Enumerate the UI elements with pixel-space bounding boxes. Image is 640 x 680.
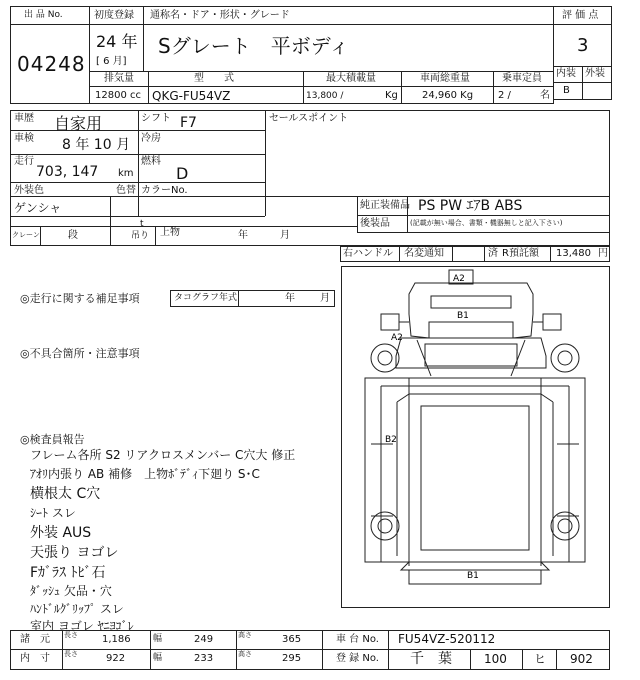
lot-label: 出 品 No.: [24, 10, 63, 20]
recycle-value: 13,480: [556, 248, 591, 259]
tachograph-year: 年: [285, 293, 295, 304]
inspector-report-label: ◎検査員報告: [20, 433, 85, 446]
report-line: フレーム各所 S2 リアクロスメンバー C穴大 修正: [30, 448, 296, 462]
mileage-value: 703, 147: [36, 164, 99, 180]
max-load-value: 13,800 /: [306, 91, 344, 101]
fuel-value: D: [176, 164, 189, 183]
max-load-unit: Kg: [385, 90, 398, 101]
report-line: 室内 ヨゴレ ﾔﾆﾖｺﾞﾚ: [30, 619, 134, 633]
spec-width: 249: [194, 634, 214, 645]
model-value: QKG-FU54VZ: [152, 89, 231, 103]
displacement-label: 排気量: [104, 73, 134, 84]
first-reg-year: 24 年: [96, 32, 138, 51]
upper-month: 月: [280, 230, 290, 241]
registration-area: 千 葉: [410, 651, 452, 667]
diagram-mark: B1: [467, 571, 479, 581]
first-reg-month: [ 6 月]: [96, 56, 127, 67]
history-value: 自家用: [54, 114, 103, 133]
max-load-label: 最大積載量: [326, 73, 376, 84]
model-label: 型 式: [194, 73, 234, 84]
tachograph-month: 月: [320, 293, 330, 304]
diagram-mark: A2: [453, 274, 465, 284]
crane-ton: t: [140, 219, 144, 229]
gross-value: 24,960 Kg: [422, 90, 474, 101]
lot-number: 04248: [17, 52, 86, 76]
length-label: 長さ: [64, 650, 78, 658]
inner-width: 233: [194, 653, 214, 664]
interior-grade: B: [563, 85, 570, 96]
inspection-label: 車検: [14, 133, 34, 144]
report-line: ﾊﾝﾄﾞﾙｸﾞﾘｯﾌﾟ スレ: [30, 602, 124, 616]
score-label: 評 価 点: [562, 10, 599, 21]
interior-label: 内装: [556, 68, 576, 79]
capacity-label: 乗車定員: [502, 73, 542, 84]
crane-stage: 段: [68, 230, 78, 241]
mileage-label: 走行: [14, 156, 34, 167]
gross-label: 車両総重量: [420, 73, 470, 84]
height-label: 高さ: [238, 631, 252, 639]
shift-label: シフト: [141, 113, 171, 124]
name-change-stamp: 済: [488, 248, 498, 259]
name-change-label: 名変通知: [404, 248, 444, 259]
registration-kana: ヒ: [534, 652, 547, 666]
spec-dims-label: 諸 元: [20, 634, 50, 645]
spec-length: 1,186: [102, 634, 131, 645]
width-label: 幅: [153, 634, 163, 644]
recycle-label: R預託額: [502, 248, 539, 259]
fuel-label: 燃料: [141, 156, 161, 167]
ac-label: 冷房: [141, 133, 161, 144]
history-label: 車歴: [14, 113, 34, 124]
shift-value: F7: [180, 115, 197, 131]
chassis-label: 車 台 No.: [336, 634, 379, 645]
color-value: ゲンシャ: [14, 201, 62, 215]
chassis-number: FU54VZ-520112: [398, 632, 496, 646]
width-label: 幅: [153, 653, 163, 663]
color-label: 外装色: [14, 185, 44, 196]
grade-label: 通称名・ドア・形状・グレード: [150, 10, 290, 21]
registration-label: 登 録 No.: [336, 653, 379, 664]
report-line: ｱｵﾘ内張り AB 補修 上物ﾎﾞﾃﾞｨ下廻り S･C: [30, 467, 260, 481]
report-line: 横根太 C穴: [30, 486, 101, 502]
inner-length: 922: [106, 653, 126, 664]
color-change-label: 色替: [116, 185, 136, 196]
inner-dims-label: 内 寸: [20, 653, 50, 664]
after-label: 後装品: [360, 218, 390, 229]
diagram-mark: B2: [385, 435, 397, 445]
equip-value: PS PW ｴｱB ABS: [418, 198, 523, 214]
truck-outline-diagram: [341, 266, 610, 608]
after-note: (記載が無い場合、書類・機器無しと記入下さい): [410, 219, 563, 227]
equip-label: 純正装備品: [360, 200, 410, 211]
first-reg-label: 初度登録: [94, 10, 134, 21]
diagram-mark: B1: [457, 311, 469, 321]
diagram-mark: A2: [391, 333, 403, 343]
defect-notes-label: ◎不具合箇所・注意事項: [20, 347, 140, 360]
upper-year: 年: [238, 230, 248, 241]
crane-hang: 吊り: [131, 231, 150, 241]
length-label: 長さ: [64, 631, 78, 639]
exterior-label: 外装: [585, 68, 605, 79]
run-notes-label: ◎走行に関する補足事項: [20, 292, 140, 305]
spec-height: 365: [282, 634, 302, 645]
upper-label: 上物: [160, 227, 180, 238]
tachograph-label: タコグラフ年式: [174, 293, 238, 303]
recycle-unit: 円: [598, 248, 608, 259]
displacement-value: 12800 cc: [95, 90, 141, 101]
report-line: 天張り ヨゴレ: [30, 545, 119, 561]
mileage-unit: km: [118, 168, 134, 179]
report-line: ﾀﾞｯｼｭ 欠品・穴: [30, 584, 112, 598]
inspection-value: 8 年 10 月: [62, 137, 131, 153]
right-hand-drive: 右ハンドル: [343, 248, 393, 259]
capacity-value: 2 /: [498, 90, 511, 101]
height-label: 高さ: [238, 650, 252, 658]
score-value: 3: [577, 35, 589, 56]
sales-point-label: セールスポイント: [269, 113, 349, 124]
inner-height: 295: [282, 653, 302, 664]
report-line: 外装 AUS: [30, 525, 92, 541]
capacity-unit: 名: [540, 90, 550, 101]
report-line: Fｶﾞﾗｽ ﾄﾋﾞ石: [30, 565, 106, 581]
grade-value: Sグレート 平ボディ: [158, 34, 350, 58]
dimensions-box: [10, 630, 610, 670]
crane-label: クレーン: [12, 231, 40, 239]
color-no-label: カラーNo.: [141, 185, 188, 196]
registration-class: 100: [484, 652, 507, 666]
registration-number: 902: [570, 652, 593, 666]
report-line: ｼｰﾄ スレ: [30, 506, 76, 520]
